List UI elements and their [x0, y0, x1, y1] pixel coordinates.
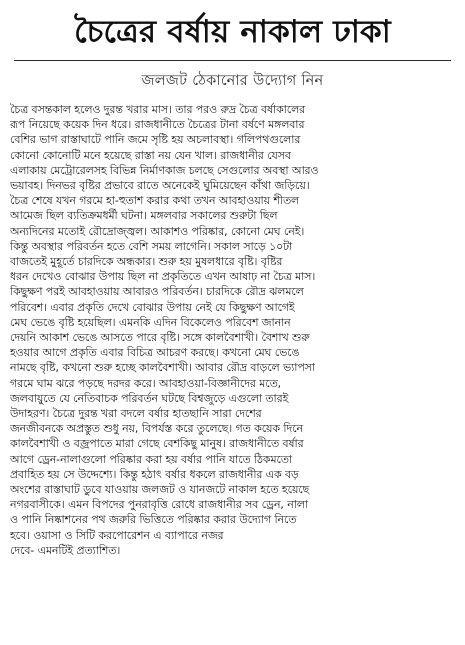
body-line: উদাহরণ। চৈত্রে দুরন্ত খরা বদলে বর্ষার হাতছানি সারা দেশের	[10, 407, 262, 421]
body-line: কিন্তু অবস্থার পরিবর্তন হতে বেশি সময় লাগেনি। সকাল সাড়ে ১০টা	[10, 239, 293, 253]
body-line: জলবায়ুতে যে নেতিবাচক পরিবর্তন ঘটছে বিশ্বজুড়ে এগুলো তারই	[10, 391, 289, 405]
body-line: জনজীবনকে অপ্রস্তুত শুধু নয়, বিপর্যস্ত করে তুলেছে। গত কয়েক দিনে	[10, 422, 303, 436]
article-body	[10, 102, 455, 558]
headline-divider	[14, 60, 451, 61]
body-line: রূপ নিয়েছে কয়েক দিন ধরে। রাজধানীতে চৈত্রের টানা বর্ষণে মঙ্গলবার	[10, 118, 305, 132]
body-line: এলাকায় মেট্রোরেলসহ বিভিন্ন নির্মাণকাজ চলছে সেগুলোর অবস্থা আরও	[10, 163, 319, 177]
article-headline: চৈত্রের বর্ষায় নাকাল ঢাকা	[74, 14, 391, 50]
body-line: হওয়ার আগে প্রকৃতি এবার বিচিত্র আচরণ করছে। কখনো মেঘ ভেঙে	[10, 346, 300, 360]
body-line: পরিবেশ। এবার প্রকৃতি দেখে বোঝার উপায় নেই যে কিছুক্ষণ আগেই	[10, 300, 295, 314]
article-subheadline: জলজট ঠেকানোর উদ্যোগ নিন	[141, 73, 324, 89]
body-line: প্রবাহিত হয় সে উদ্দেশ্যে। কিন্তু হঠাৎ বর্ষার ধকলে রাজধানীর এক বড়	[10, 467, 299, 481]
body-line: কোনো কোনোটি মনে হয়েছে রাস্তা নয় যেন খাল। রাজধানীর যেসব	[10, 148, 291, 162]
body-line: কিছুক্ষণ পরই আবহাওয়ায় আবারও পরিবর্তন। চারদিকে রৌদ্র ঝলমলে	[10, 285, 304, 299]
body-line: আমেজ ছিল ব্যতিক্রমধর্মী ঘটনা। মঙ্গলবার সকালের শুরুটা ছিল	[10, 209, 278, 223]
body-line: হবে। ওয়াসা ও সিটি করপোরেশন এ ব্যাপারে নজর	[10, 528, 224, 542]
body-line: দেয়নি আকাশ ভেঙে আসতে পারে বৃষ্টি। সঙ্গে কালবৈশাখী। বৈশাখ শুরু	[10, 331, 310, 345]
body-line: ধরন দেখেও বোঝার উপায় ছিল না প্রকৃতিতে এখন আষাঢ় না চৈত্র মাস।	[10, 270, 316, 284]
body-line: আগে ড্রেন-নালাগুলো পরিষ্কার করা হয় বর্ষার পানি যাতে ঠিকমতো	[10, 452, 293, 466]
body-line: কালবৈশাখী ও বজ্রপাতে মারা গেছে বেশকিছু মানুষ। রাজধানীতে বর্ষার	[10, 437, 304, 451]
body-line-last: দেবে- এমনটিই প্রত্যাশিত।	[10, 543, 121, 557]
body-line: নামছে বৃষ্টি, কখনো শুরু হচ্ছে কালবৈশাখী। আবার রৌদ্র বাড়লে ভ্যাপসা	[10, 361, 315, 375]
body-line: ও পানি নিষ্কাশনের পথ জরুরি ভিত্তিতে পরিষ্কার করার উদ্যোগ নিতে	[10, 513, 297, 527]
body-line: নগরবাসীকে। এমন বিপদের পুনরাবৃত্তি রোধে রাজধানীর সব ড্রেন, নালা	[10, 498, 309, 512]
body-line: চৈত্র বসন্তকাল হলেও দুরন্ত খরার মাস। তার পরও রুদ্র চৈত্র বর্ষাকালের	[10, 103, 306, 116]
body-line: বাজতেই মুহূর্তে চারদিকে অন্ধকার। শুরু হয় মুষলধারে বৃষ্টি। বৃষ্টির	[10, 255, 283, 269]
body-line: মেঘ ভেঙে বৃষ্টি হয়েছিল। এমনকি এদিন বিকেলেও পরিবেশ জানান	[10, 315, 291, 329]
body-line: ভয়াবহ। দিনভর বৃষ্টির প্রভাবে রাতে অনেকেই ঘুমিয়েছেন কাঁথা জড়িয়ে।	[10, 179, 310, 193]
body-line: গরমে ঘাম ঝরে পড়ছে দরদর করে। আবহাওয়া-বিজ্ঞানীদের মতে,	[10, 376, 282, 390]
body-line: অংশের রাস্তাঘাট ডুবে যাওয়ায় জলজট ও যানজটে নাকাল হতে হয়েছে	[10, 483, 310, 497]
body-line: বেশির ভাগ রাস্তাঘাটে পানি জমে সৃষ্টি হয় অচলাবস্থা। গলিপথগুলোর	[10, 133, 301, 147]
body-line: চৈত্র শেষে যখন গরমে হা-হুতাশ করার কথা তখন আবহাওয়ায় শীতল	[10, 194, 300, 208]
body-line: অন্যদিনের মতোই রৌদ্রোজ্জ্বল। আকাশও পরিষ্কার, কোনো মেঘ নেই।	[10, 224, 305, 238]
